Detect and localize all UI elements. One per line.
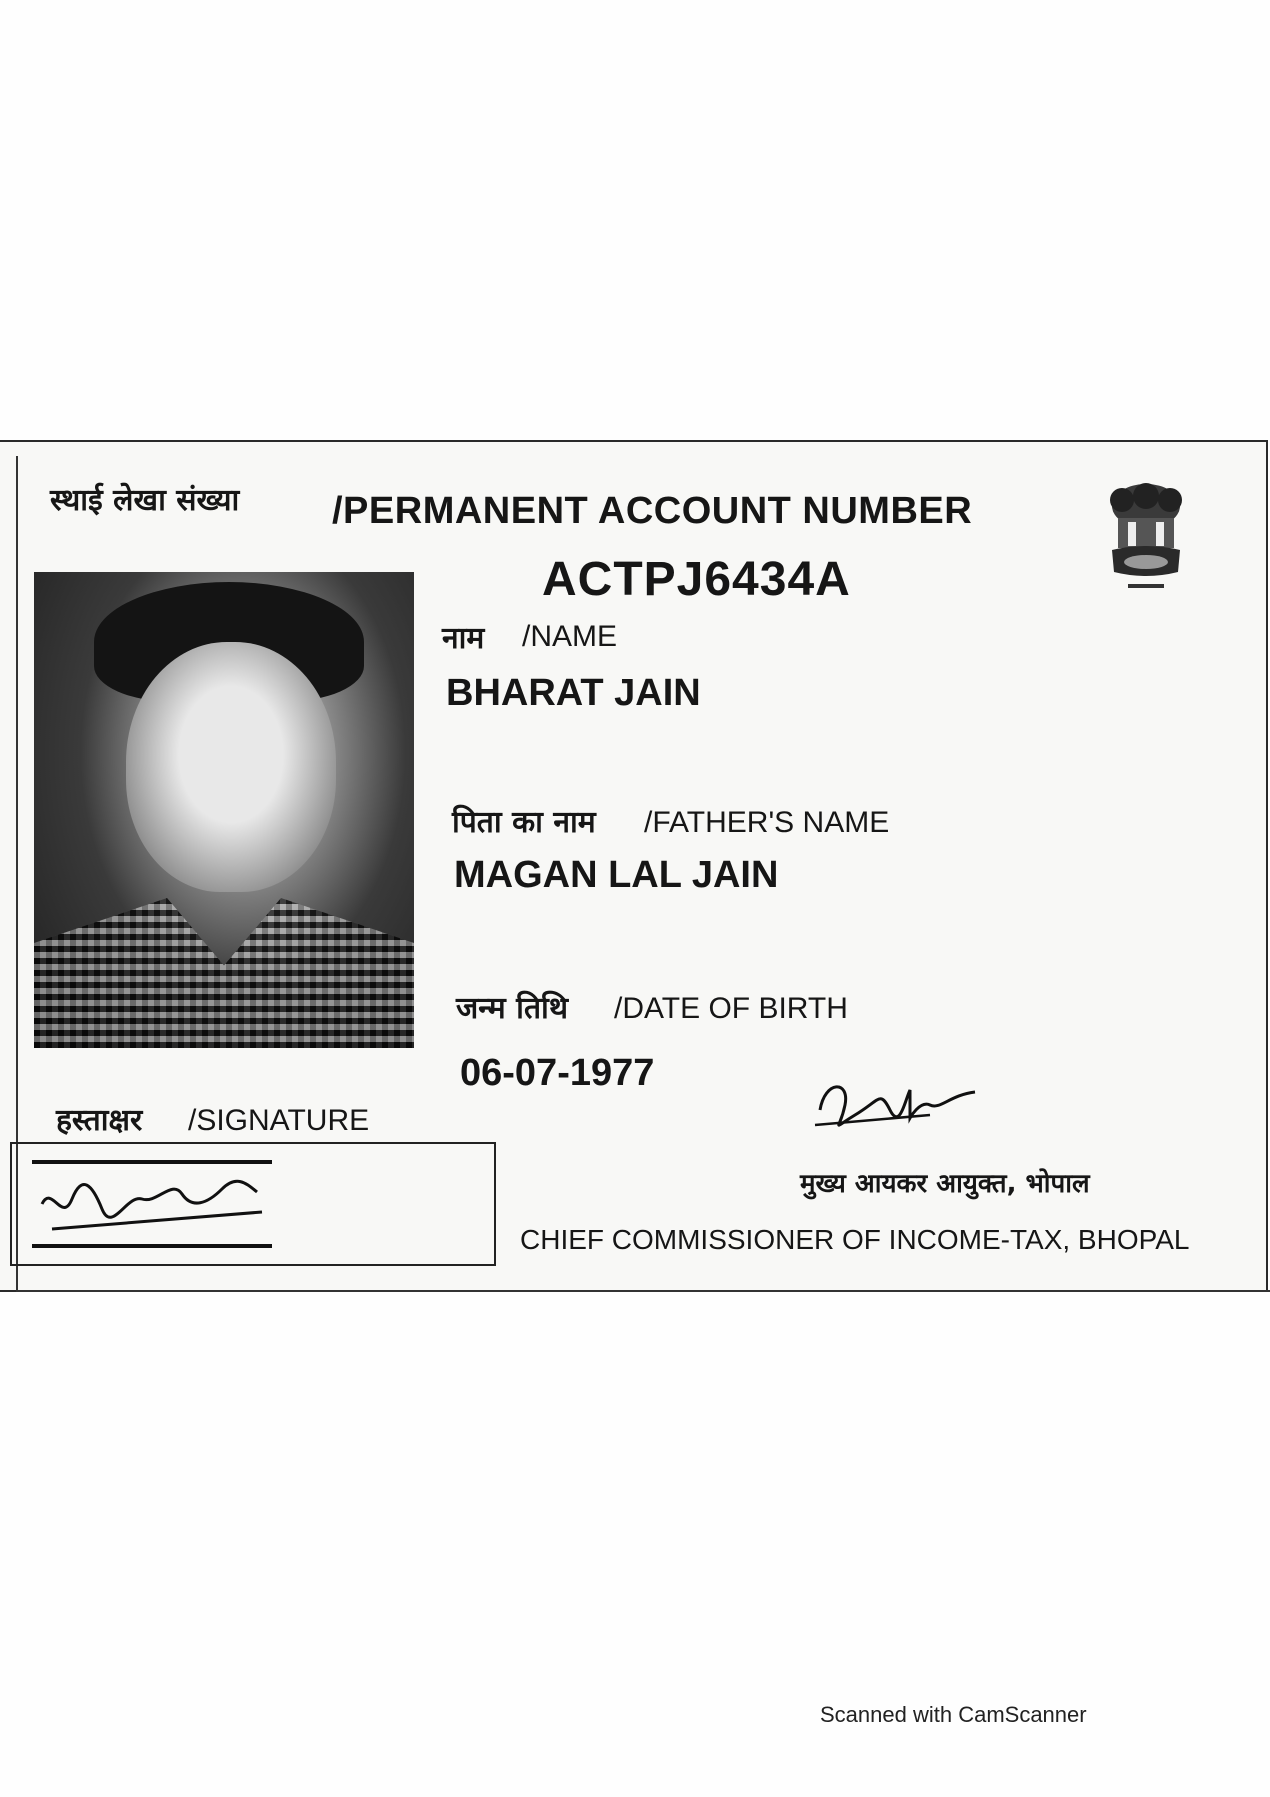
signature-label-english: /SIGNATURE — [188, 1104, 370, 1137]
father-label-english: /FATHER'S NAME — [644, 806, 890, 839]
camscanner-footer: Scanned with CamScanner — [820, 1702, 1087, 1727]
national-emblem-icon — [1098, 478, 1194, 598]
dob-label-hindi: जन्म तिथि — [456, 991, 568, 1026]
name-label-english: /NAME — [522, 620, 618, 653]
holder-signature — [32, 1154, 292, 1254]
pan-card — [0, 440, 1268, 1292]
dob-label-english: /DATE OF BIRTH — [614, 992, 848, 1025]
header-hindi: स्थाई लेखा संख्या — [50, 483, 240, 518]
holder-photo — [34, 572, 414, 1048]
header-english: /PERMANENT ACCOUNT NUMBER — [332, 490, 973, 532]
father-label-hindi: पिता का नाम — [452, 805, 596, 840]
dob-value: 06-07-1977 — [460, 1052, 655, 1094]
issuer-english: CHIEF COMMISSIONER OF INCOME-TAX, BHOPAL — [520, 1224, 1190, 1255]
issuer-hindi: मुख्य आयकर आयुक्त, भोपाल — [800, 1169, 1090, 1199]
signature-label-hindi: हस्ताक्षर — [56, 1103, 143, 1138]
commissioner-signature — [810, 1070, 980, 1140]
name-label-hindi: नाम — [442, 621, 485, 656]
name-value: BHARAT JAIN — [446, 672, 701, 714]
holder-signature-box — [10, 1142, 496, 1266]
father-value: MAGAN LAL JAIN — [454, 854, 779, 896]
pan-number: ACTPJ6434A — [542, 553, 851, 606]
